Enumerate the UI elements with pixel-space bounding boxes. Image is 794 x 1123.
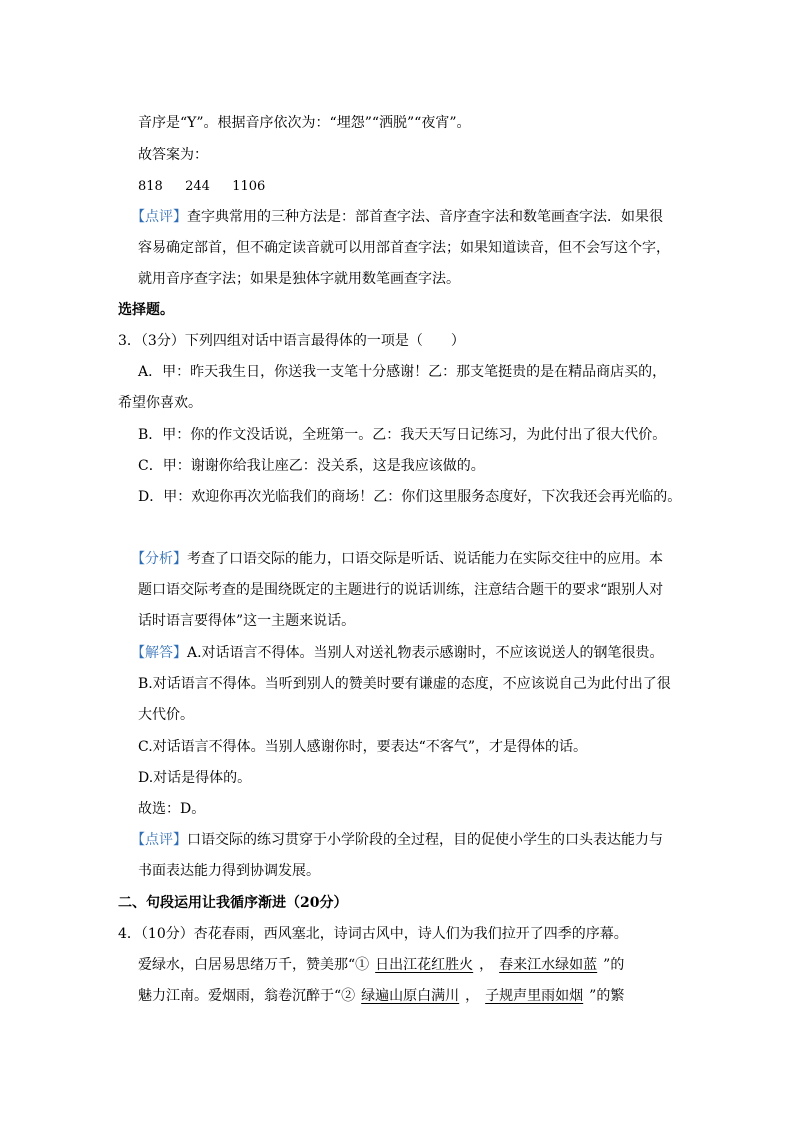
answer-numbers bbox=[138, 177, 265, 197]
option-b: B．甲：你的作文没话说，全班第一。乙：我天天写日记练习，为此付出了很大代价。 bbox=[138, 427, 667, 443]
answer-blank: 日出江花红胜火 bbox=[375, 957, 474, 973]
text-line: 希望你喜欢。 bbox=[118, 395, 202, 411]
text-span: 魅力江南。爱烟雨，翁卷沉醉于“② bbox=[138, 988, 356, 1004]
text-span: ”的 bbox=[603, 957, 625, 973]
text-span: ”的繁 bbox=[589, 988, 625, 1004]
analysis-tag: 【分析】 bbox=[131, 551, 187, 567]
answer-value: 1106 bbox=[232, 179, 266, 194]
analysis-text: 考查了口语交际的能力，口语交际是听话、说话能力在实际交往中的应用。本 bbox=[187, 551, 663, 567]
section-heading: 选择题。 bbox=[118, 302, 174, 318]
answer-value: 244 bbox=[185, 179, 210, 194]
question-stem: 4．（10分）杏花春雨，西风塞北，诗词古风中，诗人们为我们拉开了四季的序幕。 bbox=[118, 926, 628, 942]
review-line bbox=[131, 207, 663, 227]
text-line: 话时语言要得体”这一主题来说话。 bbox=[138, 613, 356, 629]
text-span: 爱绿水，白居易思绪万千，赞美那“① bbox=[138, 957, 370, 973]
fill-line bbox=[138, 955, 624, 975]
text-line: 书面表达能力得到协调发展。 bbox=[138, 863, 320, 879]
text-line: C.对话语言不得体。当别人感谢你时，要表达“不客气”，才是得体的话。 bbox=[138, 739, 587, 755]
answer-tag: 【解答】 bbox=[131, 645, 187, 661]
text-line: 容易确定部首，但不确定读音就可以用部首查字法；如果知道读音，但不会写这个字， bbox=[138, 240, 670, 256]
answer-text: A.对话语言不得体。当别人对送礼物表示感谢时，不应该说送人的钢笔很贵。 bbox=[187, 645, 664, 661]
text-line: 故选：D。 bbox=[138, 801, 206, 817]
text-line: 就用音序查字法；如果是独体字就用数笔画查字法。 bbox=[138, 271, 460, 287]
analysis-line bbox=[131, 549, 663, 569]
answer-value: 818 bbox=[138, 179, 163, 194]
option-d: D．甲：欢迎你再次光临我们的商场！乙：你们这里服务态度好，下次我还会再光临的。 bbox=[138, 489, 682, 505]
question-stem: 3．（3分）下列四组对话中语言最得体的一项是（ ） bbox=[118, 333, 465, 349]
section-heading: 二、句段运用让我循序渐进（20分） bbox=[118, 895, 348, 911]
text-line: 题口语交际考查的是围绕既定的主题进行的说话训练，注意结合题干的要求“跟别人对 bbox=[138, 582, 664, 598]
answer-blank: 子规声里雨如烟 bbox=[485, 988, 584, 1004]
review-text: 查字典常用的三种方法是：部首查字法、音序查字法和数笔画查字法．如果很 bbox=[187, 209, 663, 225]
option-c: C．甲：谢谢你给我让座乙：没关系，这是我应该做的。 bbox=[138, 458, 485, 474]
text-line: D.对话是得体的。 bbox=[138, 770, 252, 786]
text-line: 音序是“Y”。根据音序依次为：“埋怨”“洒脱”“夜宵”。 bbox=[138, 115, 471, 131]
text-line: 故答案为： bbox=[138, 147, 208, 163]
review-tag: 【点评】 bbox=[131, 832, 187, 848]
answer-line bbox=[131, 643, 664, 663]
text-line: B.对话语言不得体。当听到别人的赞美时要有谦虚的态度，不应该说自己为此付出了很 bbox=[138, 676, 671, 692]
review-text: 口语交际的练习贯穿于小学阶段的全过程，目的促使小学生的口头表达能力与 bbox=[187, 832, 663, 848]
answer-blank: 春来江水绿如蓝 bbox=[499, 957, 598, 973]
comma: ， bbox=[479, 957, 494, 973]
text-line: 大代价。 bbox=[138, 707, 194, 723]
answer-blank: 绿遍山原白满川 bbox=[361, 988, 460, 1004]
option-a: A．甲：昨天我生日，你送我一支笔十分感谢！乙：那支笔挺贵的是在精品商店买的， bbox=[138, 364, 667, 380]
review-line bbox=[131, 830, 663, 850]
fill-line bbox=[138, 986, 624, 1006]
review-tag: 【点评】 bbox=[131, 209, 187, 225]
comma: ， bbox=[465, 988, 480, 1004]
